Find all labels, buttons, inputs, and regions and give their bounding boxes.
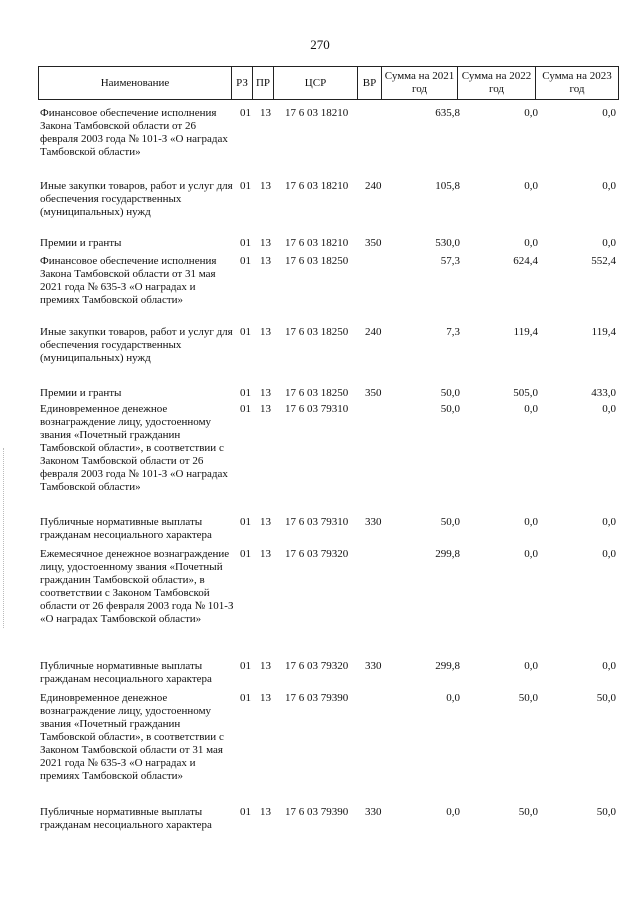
- row-vr: 240: [365, 326, 382, 338]
- row-sum-2021: 299,8: [435, 548, 460, 560]
- row-csr: 17 6 03 18250: [285, 387, 349, 399]
- row-name: Публичные нормативные выплаты гражданам несоциального характера: [40, 806, 212, 831]
- row-name: Иные закупки товаров, работ и услуг для обеспечения государственных (муниципальных) нужд: [40, 326, 233, 364]
- row-sum-2021: 50,0: [440, 387, 460, 399]
- row-sum-2022: 0,0: [524, 107, 538, 119]
- row-sum-2023: 552,4: [591, 255, 616, 267]
- row-rz: 01: [240, 516, 251, 528]
- row-rz: 01: [240, 255, 251, 267]
- row-name: Единовременное денежное вознаграждение лицу, удостоенному звания «Почетный гражданин Тамбовской области», в соответствии с Законом Тамбовской области от 31 мая 2021 года № 635-З «О наградах и премиях Тамбовской области»: [40, 692, 224, 782]
- row-rz: 01: [240, 806, 251, 818]
- row-csr: 17 6 03 79320: [285, 548, 349, 560]
- row-csr: 17 6 03 79310: [285, 516, 349, 528]
- row-rz: 01: [240, 387, 251, 399]
- row-pr: 13: [260, 660, 271, 672]
- row-sum-2022: 0,0: [524, 516, 538, 528]
- row-sum-2023: 119,4: [591, 326, 616, 338]
- row-pr: 13: [260, 180, 271, 192]
- row-csr: 17 6 03 79390: [285, 806, 349, 818]
- row-sum-2022: 624,4: [513, 255, 538, 267]
- row-vr: 350: [365, 387, 382, 399]
- row-csr: 17 6 03 79320: [285, 660, 349, 672]
- row-vr: 330: [365, 516, 382, 528]
- row-sum-2022: 119,4: [513, 326, 538, 338]
- header-csr: ЦСР: [274, 67, 358, 99]
- row-sum-2023: 0,0: [602, 237, 616, 249]
- row-pr: 13: [260, 692, 271, 704]
- row-sum-2021: 57,3: [440, 255, 460, 267]
- row-rz: 01: [240, 403, 251, 415]
- header-rz: РЗ: [232, 67, 253, 99]
- row-name: Иные закупки товаров, работ и услуг для обеспечения государственных (муниципальных) нужд: [40, 180, 233, 218]
- row-rz: 01: [240, 692, 251, 704]
- row-vr: 350: [365, 237, 382, 249]
- row-sum-2023: 0,0: [602, 548, 616, 560]
- row-name: Публичные нормативные выплаты гражданам несоциального характера: [40, 516, 212, 541]
- row-pr: 13: [260, 387, 271, 399]
- row-vr: 330: [365, 806, 382, 818]
- row-sum-2023: 0,0: [602, 516, 616, 528]
- row-sum-2021: 7,3: [446, 326, 460, 338]
- header-pr: ПР: [253, 67, 274, 99]
- row-pr: 13: [260, 806, 271, 818]
- row-sum-2023: 0,0: [602, 403, 616, 415]
- row-sum-2021: 0,0: [446, 806, 460, 818]
- row-sum-2023: 433,0: [591, 387, 616, 399]
- header-vr: ВР: [358, 67, 382, 99]
- row-rz: 01: [240, 180, 251, 192]
- row-sum-2023: 50,0: [596, 692, 616, 704]
- row-sum-2022: 50,0: [518, 692, 538, 704]
- row-rz: 01: [240, 326, 251, 338]
- row-sum-2021: 50,0: [440, 403, 460, 415]
- row-name: Ежемесячное денежное вознаграждение лицу, удостоенному звания «Почетный гражданин Тамбовской области», в соответствии с Законом Тамбовской области от 26 февраля 2003 года № 101-З «О наградах Тамбовской области»: [40, 548, 234, 625]
- row-sum-2021: 50,0: [440, 516, 460, 528]
- row-sum-2022: 505,0: [513, 387, 538, 399]
- row-vr: 240: [365, 180, 382, 192]
- row-name: Финансовое обеспечение исполнения Закона Тамбовской области от 26 февраля 2003 года № 101-З «О наградах Тамбовской области»: [40, 107, 228, 158]
- row-sum-2023: 0,0: [602, 180, 616, 192]
- row-name: Финансовое обеспечение исполнения Закона Тамбовской области от 31 мая 2021 года № 635-З «О наградах и премиях Тамбовской области»: [40, 255, 217, 306]
- row-sum-2021: 299,8: [435, 660, 460, 672]
- row-csr: 17 6 03 79310: [285, 403, 349, 415]
- row-name: Премии и гранты: [40, 387, 122, 399]
- scan-margin-mark: [3, 448, 8, 628]
- row-csr: 17 6 03 18250: [285, 255, 349, 267]
- row-pr: 13: [260, 237, 271, 249]
- row-rz: 01: [240, 237, 251, 249]
- row-sum-2021: 635,8: [435, 107, 460, 119]
- row-name: Единовременное денежное вознаграждение лицу, удостоенному звания «Почетный гражданин Тамбовской области», в соответствии с Законом Тамбовской области от 26 февраля 2003 года № 101-З «О наградах Тамбовской области»: [40, 403, 228, 493]
- table-header: [38, 66, 619, 100]
- row-sum-2021: 0,0: [446, 692, 460, 704]
- row-rz: 01: [240, 660, 251, 672]
- row-csr: 17 6 03 18250: [285, 326, 349, 338]
- row-sum-2023: 50,0: [596, 806, 616, 818]
- row-sum-2021: 105,8: [435, 180, 460, 192]
- row-name: Публичные нормативные выплаты гражданам несоциального характера: [40, 660, 212, 685]
- row-rz: 01: [240, 107, 251, 119]
- header-sum-2022: Сумма на 2022 год: [458, 67, 536, 99]
- row-sum-2022: 0,0: [524, 237, 538, 249]
- row-pr: 13: [260, 403, 271, 415]
- row-vr: 330: [365, 660, 382, 672]
- row-sum-2022: 0,0: [524, 548, 538, 560]
- row-rz: 01: [240, 548, 251, 560]
- row-csr: 17 6 03 79390: [285, 692, 349, 704]
- row-sum-2022: 50,0: [518, 806, 538, 818]
- row-sum-2023: 0,0: [602, 660, 616, 672]
- header-sum-2021: Сумма на 2021 год: [382, 67, 458, 99]
- row-pr: 13: [260, 107, 271, 119]
- row-sum-2022: 0,0: [524, 403, 538, 415]
- row-sum-2021: 530,0: [435, 237, 460, 249]
- header-sum-2023: Сумма на 2023 год: [536, 67, 619, 99]
- page-number: 270: [310, 37, 330, 52]
- row-sum-2022: 0,0: [524, 660, 538, 672]
- row-pr: 13: [260, 548, 271, 560]
- row-name: Премии и гранты: [40, 237, 122, 249]
- row-pr: 13: [260, 255, 271, 267]
- row-csr: 17 6 03 18210: [285, 180, 349, 192]
- row-pr: 13: [260, 326, 271, 338]
- row-sum-2022: 0,0: [524, 180, 538, 192]
- row-sum-2023: 0,0: [602, 107, 616, 119]
- row-pr: 13: [260, 516, 271, 528]
- row-csr: 17 6 03 18210: [285, 107, 349, 119]
- header-name: Наименование: [39, 67, 232, 99]
- row-csr: 17 6 03 18210: [285, 237, 349, 249]
